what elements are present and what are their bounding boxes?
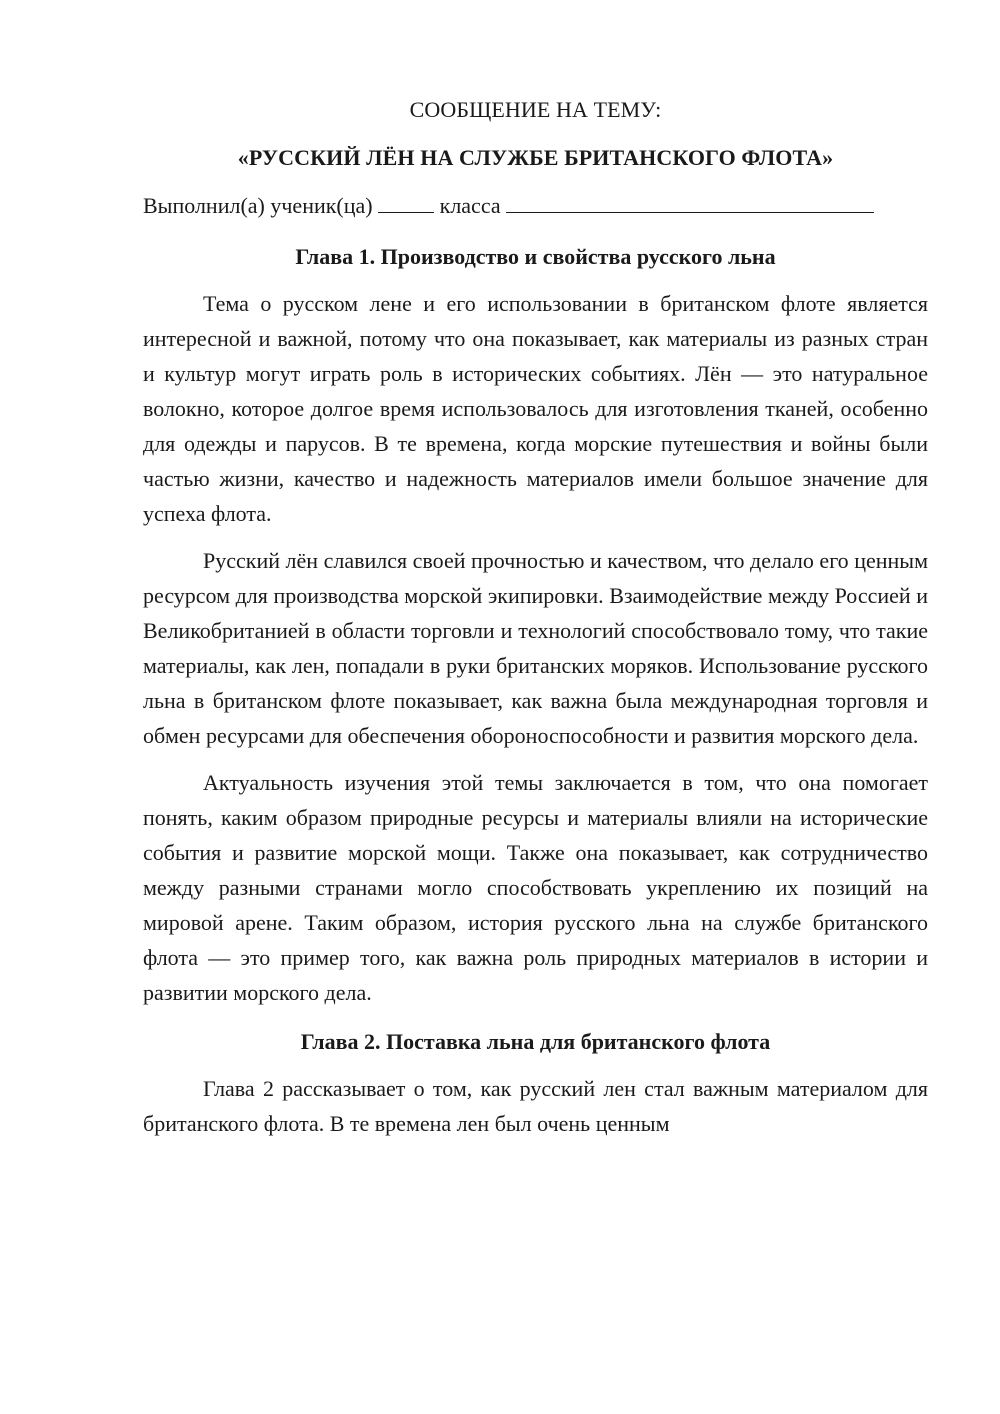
chapter-title: Глава 2. Поставка льна для британского флота (300, 1029, 771, 1054)
paragraph: Тема о русском лене и его использовании в британском флоте является интересной и важной, потому что она показывает, как материалы из разных стран и культур могут играть роль в исторических событиях. Лён — это натуральное волокно, которое долгое время использовалось для изготовления тканей, особенно для одежды и парусов. В те времена, когда морские путешествия и войны были частью жизни, качество и надежность материалов имели большое значение для успеха флота. (143, 291, 928, 526)
class-number-blank[interactable] (378, 190, 434, 213)
author-line (143, 188, 928, 223)
chapter-1 (143, 239, 928, 1010)
paragraph: Актуальность изучения этой темы заключается в том, что она помогает понять, каким образом природные ресурсы и материалы влияли на исторические события и развитие морской мощи. Также она показывает, как сотрудничество между разными странами могло способствовать укреплению их позиций на мировой арене. Таким образом, история русского льна на службе британского флота — это пример того, как важна роль природных материалов в истории и развитии морского дела. (143, 770, 928, 1005)
document-title: «РУССКИЙ ЛЁН НА СЛУЖБЕ БРИТАНСКОГО ФЛОТА» (237, 145, 834, 170)
class-label: класса (439, 193, 501, 218)
chapter-2 (143, 1024, 928, 1141)
chapter-title: Глава 1. Производство и свойства русского льна (295, 244, 776, 269)
paragraph: Глава 2 рассказывает о том, как русский лен стал важным материалом для британского флота. В те времена лен был очень ценным (143, 1076, 928, 1136)
performed-by-label: Выполнил(а) ученик(ца) (143, 193, 373, 218)
document-type-heading: СООБЩЕНИЕ НА ТЕМУ: (409, 97, 662, 122)
student-name-blank[interactable] (506, 190, 874, 213)
paragraph: Русский лён славился своей прочностью и качеством, что делало его ценным ресурсом для производства морской экипировки. Взаимодействие между Россией и Великобританией в области торговли и технологий способствовало тому, что такие материалы, как лен, попадали в руки британских моряков. Использование русского льна в британском флоте показывает, как важна была международная торговля и обмен ресурсами для обеспечения обороноспособности и развития морского дела. (143, 548, 928, 748)
